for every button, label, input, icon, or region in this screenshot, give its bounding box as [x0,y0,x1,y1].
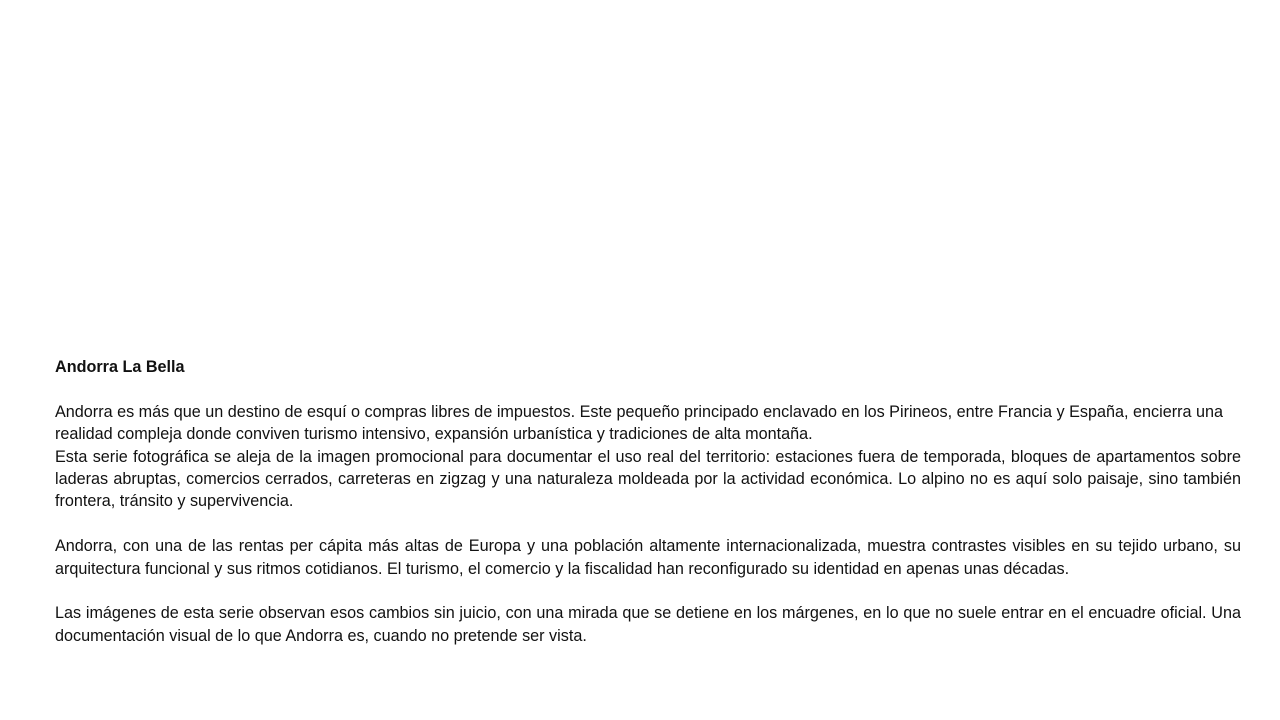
spacer [55,513,1241,535]
document-title: Andorra La Bella [55,358,185,376]
spacer [55,378,1241,400]
spacer [55,580,1241,602]
text-block [55,356,1241,647]
paragraph-series: Esta serie fotográfica se aleja de la imagen promocional para documentar el uso real del territorio: estaciones fuera de temporada, bloques de apartamentos sobre laderas abruptas, comercios cerrados, carreteras en zigzag y una naturaleza moldeada por la actividad económica. Lo alpino no es aquí solo paisaje, sino también frontera, tránsito y supervivencia. [55,447,1241,511]
paragraph-closing: Las imágenes de esta serie observan esos cambios sin juicio, con una mirada que se detiene en los márgenes, en lo que no suele entrar en el encuadre oficial. Una documentación visual de lo que Andorra es, cuando no pretende ser vista. [55,604,1241,645]
paragraph-intro: Andorra es más que un destino de esquí o compras libres de impuestos. Este pequeño principado enclavado en los Pirineos, entre Francia y España, encierra una realidad compleja donde conviven turismo intensivo, expansión urbanística y tradiciones de alta montaña. [55,402,1223,444]
paragraph-context: Andorra, con una de las rentas per cápita más altas de Europa y una población altamente internacionalizada, muestra contrastes visibles en su tejido urbano, su arquitectura funcional y sus ritmos cotidianos. El turismo, el comercio y la fiscalidad han reconfigurado su identidad en apenas unas décadas. [55,537,1241,578]
